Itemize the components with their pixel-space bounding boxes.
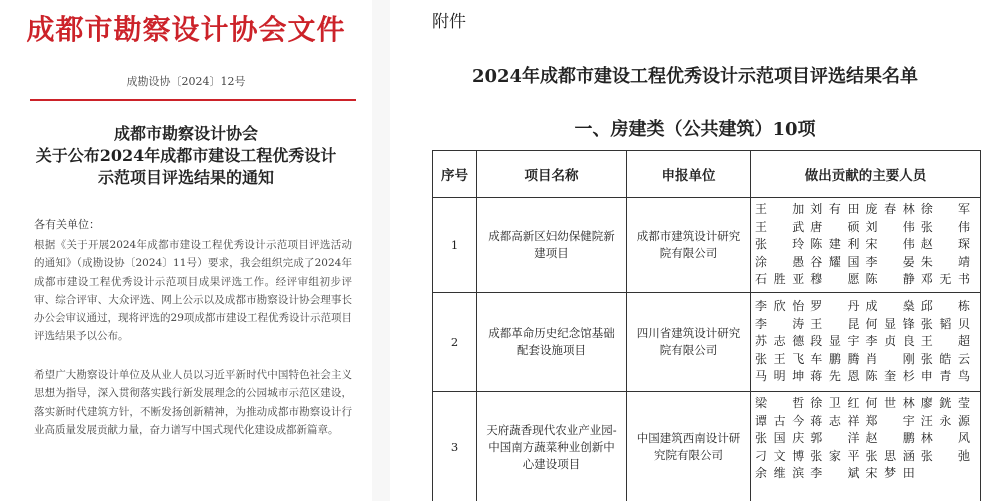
contributor-name: 陈建利 [810, 237, 860, 252]
body-paragraph: 希望广大勘察设计单位及从业人员以习近平新时代中国特色社会主义思想为指导，深入贯彻落实践行新发展理念的公园城市示范区建设，落实新时代建筑方针，不断发扬创新精神，为推动成都市勘察设计行业高质量发展贡献力量，奋力谱写中国式现代化建设成都新篇章。 [34, 369, 352, 436]
results-table [432, 150, 981, 501]
section-heading: 一、房建类（公共建筑）10项 [574, 119, 816, 140]
contributor-name: 唐硕 [810, 219, 860, 234]
notice-title-line: 关于公布2024年成都市建设工程优秀设计 [35, 146, 337, 165]
contributor-name: 何世林 [865, 396, 915, 410]
applicant-unit: 四川省建筑设计研究院有限公司 [627, 293, 751, 392]
contributor-name: 朱靖 [920, 254, 970, 269]
contributor-name: 赵琛 [920, 237, 970, 252]
contributor-name: 徐卫红 [810, 396, 860, 410]
contributor-name: 宋伟 [865, 237, 915, 252]
contributor-name: 郭洋 [810, 431, 860, 445]
row-index: 1 [433, 198, 477, 293]
contributors-cell [751, 198, 981, 293]
contributor-name: 张弛 [920, 448, 970, 463]
table-row [433, 392, 981, 501]
list-title: 2024年成都市建设工程优秀设计示范项目评选结果名单 [471, 66, 919, 87]
red-header-title: 成都市勘察设计协会文件 [26, 13, 346, 46]
contributor-name: 张思涵 [865, 448, 915, 463]
contributor-name: 张王飞 [755, 351, 805, 366]
project-name: 成都高新区妇幼保健院新建项目 [477, 198, 627, 293]
addressee: 各有关单位： [34, 218, 100, 231]
contributor-name: 马明坤 [755, 369, 805, 384]
contributor-name: 庞春林 [865, 202, 915, 217]
applicant-unit: 中国建筑西南设计研究院有限公司 [627, 392, 751, 501]
page-gap [372, 0, 390, 501]
project-name: 天府蔬香现代农业产业园-中国南方蔬菜种业创新中心建设项目 [477, 392, 627, 501]
table-row [433, 293, 981, 392]
contributor-name: 苏志德 [755, 334, 805, 349]
contributor-name: 刁文博 [755, 448, 805, 463]
contributor-name: 蒋先恩 [810, 369, 860, 384]
contributor-name: 王超 [920, 334, 970, 349]
contributor-name: 罗丹 [810, 299, 860, 314]
contributor-name: 李贞良 [865, 334, 915, 349]
contributor-name: 郑宇 [865, 413, 915, 428]
right-attachment-page [390, 0, 1000, 501]
header-applicant-unit: 申报单位 [627, 151, 751, 198]
header-index: 序号 [433, 151, 477, 198]
contributor-name: 梁哲 [755, 396, 805, 410]
project-name: 成都革命历史纪念馆基础配套设施项目 [477, 293, 627, 392]
contributor-name: 成燊 [865, 299, 915, 314]
contributors-cell [751, 293, 981, 392]
contributor-name: 邓无书 [920, 272, 970, 287]
contributor-name: 李欣怡 [755, 299, 805, 314]
contributor-name: 王武 [755, 219, 805, 234]
contributor-name: 蒋志祥 [810, 413, 860, 428]
row-index: 2 [433, 293, 477, 392]
contributor-name: 张韬贝 [920, 316, 970, 331]
attachment-label: 附件 [432, 12, 466, 32]
contributor-name: 谭古今 [755, 413, 805, 428]
left-document-page [0, 0, 372, 501]
contributor-name: 张玲 [755, 237, 805, 252]
header-main-contributors: 做出贡献的主要人员 [751, 151, 981, 198]
contributor-name: 赵鹏 [865, 431, 915, 445]
contributor-name: 张国庆 [755, 431, 805, 445]
contributor-name: 涂愚 [755, 254, 805, 269]
contributor-name: 段显宇 [810, 334, 860, 349]
red-divider-line [30, 99, 356, 101]
header-project-name: 项目名称 [477, 151, 627, 198]
contributor-name: 穆愿 [810, 272, 860, 287]
contributor-name: 陈奎杉 [865, 369, 915, 384]
notice-title [0, 123, 372, 189]
contributor-name: 陈静 [865, 272, 915, 287]
contributor-name: 何显锋 [865, 316, 915, 331]
contributor-name: 刘伟 [865, 219, 915, 234]
contributor-name: 谷耀国 [810, 254, 860, 269]
contributor-name: 张家平 [810, 448, 860, 463]
table-header-row [433, 151, 981, 198]
row-index: 3 [433, 392, 477, 501]
contributor-name: 邱栋 [920, 299, 970, 314]
table-row [433, 198, 981, 293]
applicant-unit: 成都市建筑设计研究院有限公司 [627, 198, 751, 293]
document-number: 成勘设协〔2024〕12号 [126, 75, 246, 88]
contributor-name: 李斌 [810, 466, 860, 480]
contributor-name: 申青鸟 [920, 369, 970, 384]
contributor-name: 林风 [920, 431, 970, 445]
contributor-name: 王昆 [810, 316, 860, 331]
contributor-name: 石胜亚 [755, 272, 805, 287]
contributor-name: 汪永源 [920, 413, 970, 428]
contributor-name: 李晏 [865, 254, 915, 269]
contributor-name: 宋梦田 [865, 466, 915, 480]
contributor-name: 廖銧莹 [920, 396, 970, 410]
contributor-name: 张皓云 [920, 351, 970, 366]
contributor-name: 肖刚 [865, 351, 915, 366]
contributor-name: 刘有田 [810, 202, 860, 217]
contributor-name: 余维滨 [755, 466, 805, 480]
contributor-name: 李涛 [755, 316, 805, 331]
contributor-name: 徐军 [920, 202, 970, 217]
contributors-cell [751, 392, 981, 501]
notice-title-line: 示范项目评选结果的通知 [97, 168, 274, 187]
body-paragraph: 根据《关于开展2024年成都市建设工程优秀设计示范项目评选活动的通知》（成勘设协〔2024〕11号）要求，我会组织完成了2024年成都市建设工程优秀设计示范项目成果评选工作。经评审组初步评审、综合评审、大众评选、网上公示以及成都市勘察设计协会理事长办公会审议通过，现将评选的29项成都市建设工程优秀设计示范项目评选结果予以公布。 [34, 239, 352, 343]
contributor-name: 王加 [755, 202, 805, 217]
notice-title-line: 成都市勘察设计协会 [113, 124, 258, 143]
contributor-name: 张伟 [920, 219, 970, 234]
contributor-name: 车鹏腾 [810, 351, 860, 366]
